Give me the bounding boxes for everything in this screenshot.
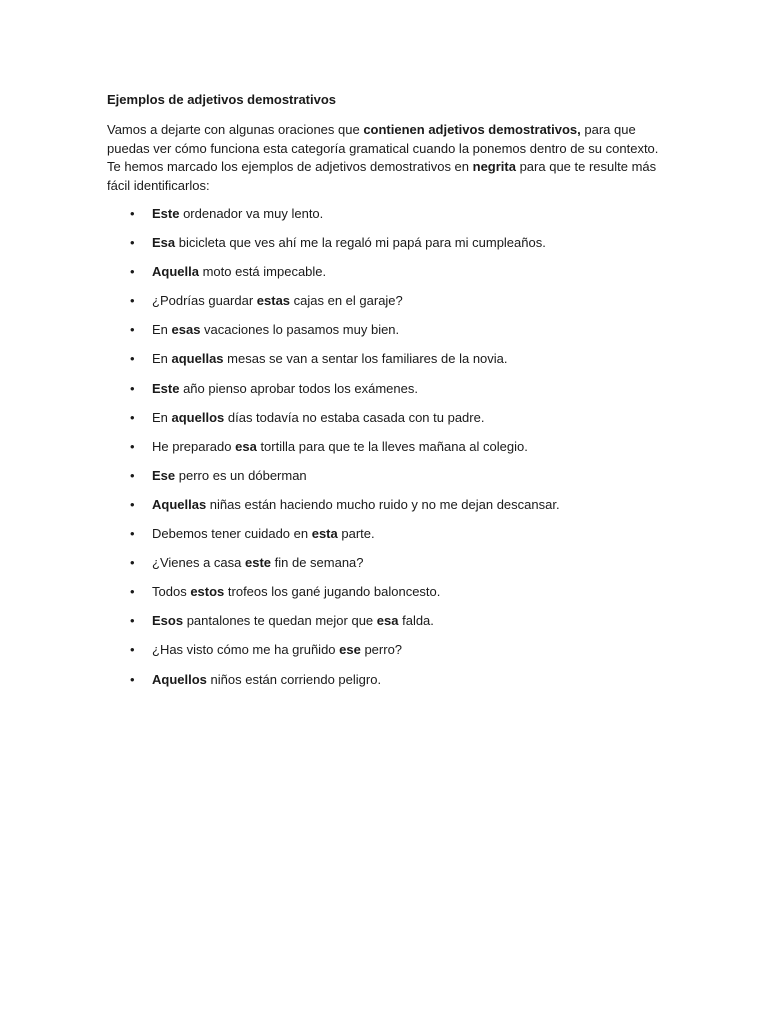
bullet-icon: •	[130, 467, 135, 483]
text-run: parte.	[337, 526, 375, 542]
text-run: bicicleta que ves ahí me la regaló mi papá para mi cumpleaños.	[175, 235, 546, 251]
list-item-text	[152, 584, 440, 599]
text-run: En	[152, 322, 172, 338]
bold-text-run: esa	[376, 613, 399, 629]
text-run: tortilla para que te la lleves mañana al colegio.	[256, 438, 528, 454]
bold-text-run: Esa	[152, 235, 176, 251]
list-item-text	[152, 672, 381, 687]
list-item	[107, 321, 668, 350]
bold-text-run: esas	[171, 322, 201, 338]
bold-text-run: Aquellas	[152, 496, 207, 512]
list-item	[107, 205, 668, 234]
document-title: Ejemplos de adjetivos demostrativos	[107, 92, 337, 107]
text-run: vacaciones lo pasamos muy bien.	[200, 322, 400, 338]
list-item	[107, 350, 668, 379]
list-item	[107, 583, 668, 612]
list-item	[107, 554, 668, 583]
bold-text-run: Aquella	[152, 264, 199, 280]
text-run: niños están corriendo peligro.	[206, 671, 382, 687]
bullet-icon: •	[130, 351, 135, 367]
list-item-text	[152, 642, 402, 657]
bullet-icon: •	[130, 322, 135, 338]
list-item	[107, 496, 668, 525]
bold-text-run: Esos	[152, 613, 184, 629]
text-run: ¿Podrías guardar	[152, 293, 257, 309]
text-run: cajas en el garaje?	[290, 293, 403, 309]
text-run: pantalones te quedan mejor que	[183, 613, 377, 629]
bold-text-run: Este	[152, 206, 180, 221]
list-item-text	[152, 235, 546, 250]
bold-text-run: ese	[339, 642, 361, 658]
intro-paragraph	[107, 121, 668, 195]
list-item	[107, 409, 668, 438]
text-run: perro?	[360, 642, 403, 658]
bullet-icon: •	[130, 555, 135, 571]
list-item	[107, 525, 668, 554]
list-item-text	[152, 497, 560, 512]
text-run: Todos	[152, 584, 191, 600]
text-run: mesas se van a sentar los familiares de la novia.	[223, 351, 508, 367]
bullet-icon: •	[130, 526, 135, 542]
list-item-text	[152, 381, 418, 396]
text-run: trofeos los gané jugando baloncesto.	[224, 584, 441, 600]
bold-text-run: Ese	[152, 467, 176, 483]
text-run: ¿Vienes a casa	[152, 555, 245, 571]
text-run: Vamos a dejarte con algunas oraciones que	[107, 122, 364, 137]
bold-text-run: esa	[235, 438, 257, 454]
bold-text-run: contienen adjetivos demostrativos,	[363, 122, 581, 137]
examples-list	[107, 205, 668, 700]
text-run: moto está impecable.	[198, 264, 327, 280]
bullet-icon: •	[130, 613, 135, 629]
bullet-icon: •	[130, 293, 135, 309]
list-item	[107, 467, 668, 496]
list-item-text	[152, 293, 403, 308]
list-item	[107, 438, 668, 467]
bold-text-run: estos	[190, 584, 225, 600]
bold-text-run: Aquellos	[152, 671, 207, 687]
list-item-text	[152, 206, 323, 221]
text-run: días todavía no estaba casada con tu padre.	[224, 409, 485, 425]
bullet-icon: •	[130, 496, 135, 512]
text-run: perro es un dóberman	[175, 467, 307, 483]
bold-text-run: esta	[311, 526, 338, 542]
bullet-icon: •	[130, 264, 135, 280]
list-item-text	[152, 555, 364, 570]
list-item-text	[152, 468, 307, 483]
list-item	[107, 263, 668, 292]
text-run: año pienso aprobar todos los exámenes.	[179, 380, 418, 396]
text-run: ordenador va muy lento.	[179, 206, 324, 221]
bold-text-run: estas	[256, 293, 291, 309]
list-item-text	[152, 264, 326, 279]
list-item	[107, 234, 668, 263]
list-item-text	[152, 351, 508, 366]
bold-text-run: aquellos	[171, 409, 225, 425]
list-item-text	[152, 322, 399, 337]
list-item	[107, 612, 668, 641]
list-item	[107, 292, 668, 321]
bullet-icon: •	[130, 409, 135, 425]
list-item	[107, 671, 668, 700]
text-run: falda.	[398, 613, 434, 629]
bold-text-run: aquellas	[171, 351, 224, 367]
bullet-icon: •	[130, 438, 135, 454]
bold-text-run: Este	[152, 380, 180, 396]
list-item-text	[152, 526, 375, 541]
text-run: En	[152, 409, 172, 425]
list-item-text	[152, 410, 484, 425]
list-item-text	[152, 613, 434, 628]
bullet-icon: •	[130, 206, 135, 221]
text-run: En	[152, 351, 172, 367]
text-run: ¿Has visto cómo me ha gruñido	[152, 642, 340, 658]
bullet-icon: •	[130, 671, 135, 687]
text-run: para que te resulte más fácil identificarlos:	[107, 159, 657, 193]
text-run: para que puedas ver cómo funciona esta categoría gramatical cuando la ponemos dentro de su contexto. Te hemos marcado los ejemplos de adjetivos demostrativos en	[107, 122, 659, 174]
list-item	[107, 380, 668, 409]
text-run: He preparado	[152, 438, 236, 454]
bold-text-run: este	[244, 555, 272, 571]
text-run: niñas están haciendo mucho ruido y no me dejan descansar.	[206, 496, 560, 512]
bold-text-run: negrita	[472, 159, 516, 174]
bullet-icon: •	[130, 642, 135, 658]
bullet-icon: •	[130, 584, 135, 600]
bullet-icon: •	[130, 380, 135, 396]
bullet-icon: •	[130, 235, 135, 251]
list-item	[107, 641, 668, 670]
text-run: fin de semana?	[271, 555, 364, 571]
list-item-text	[152, 439, 528, 454]
text-run: Debemos tener cuidado en	[152, 526, 312, 542]
